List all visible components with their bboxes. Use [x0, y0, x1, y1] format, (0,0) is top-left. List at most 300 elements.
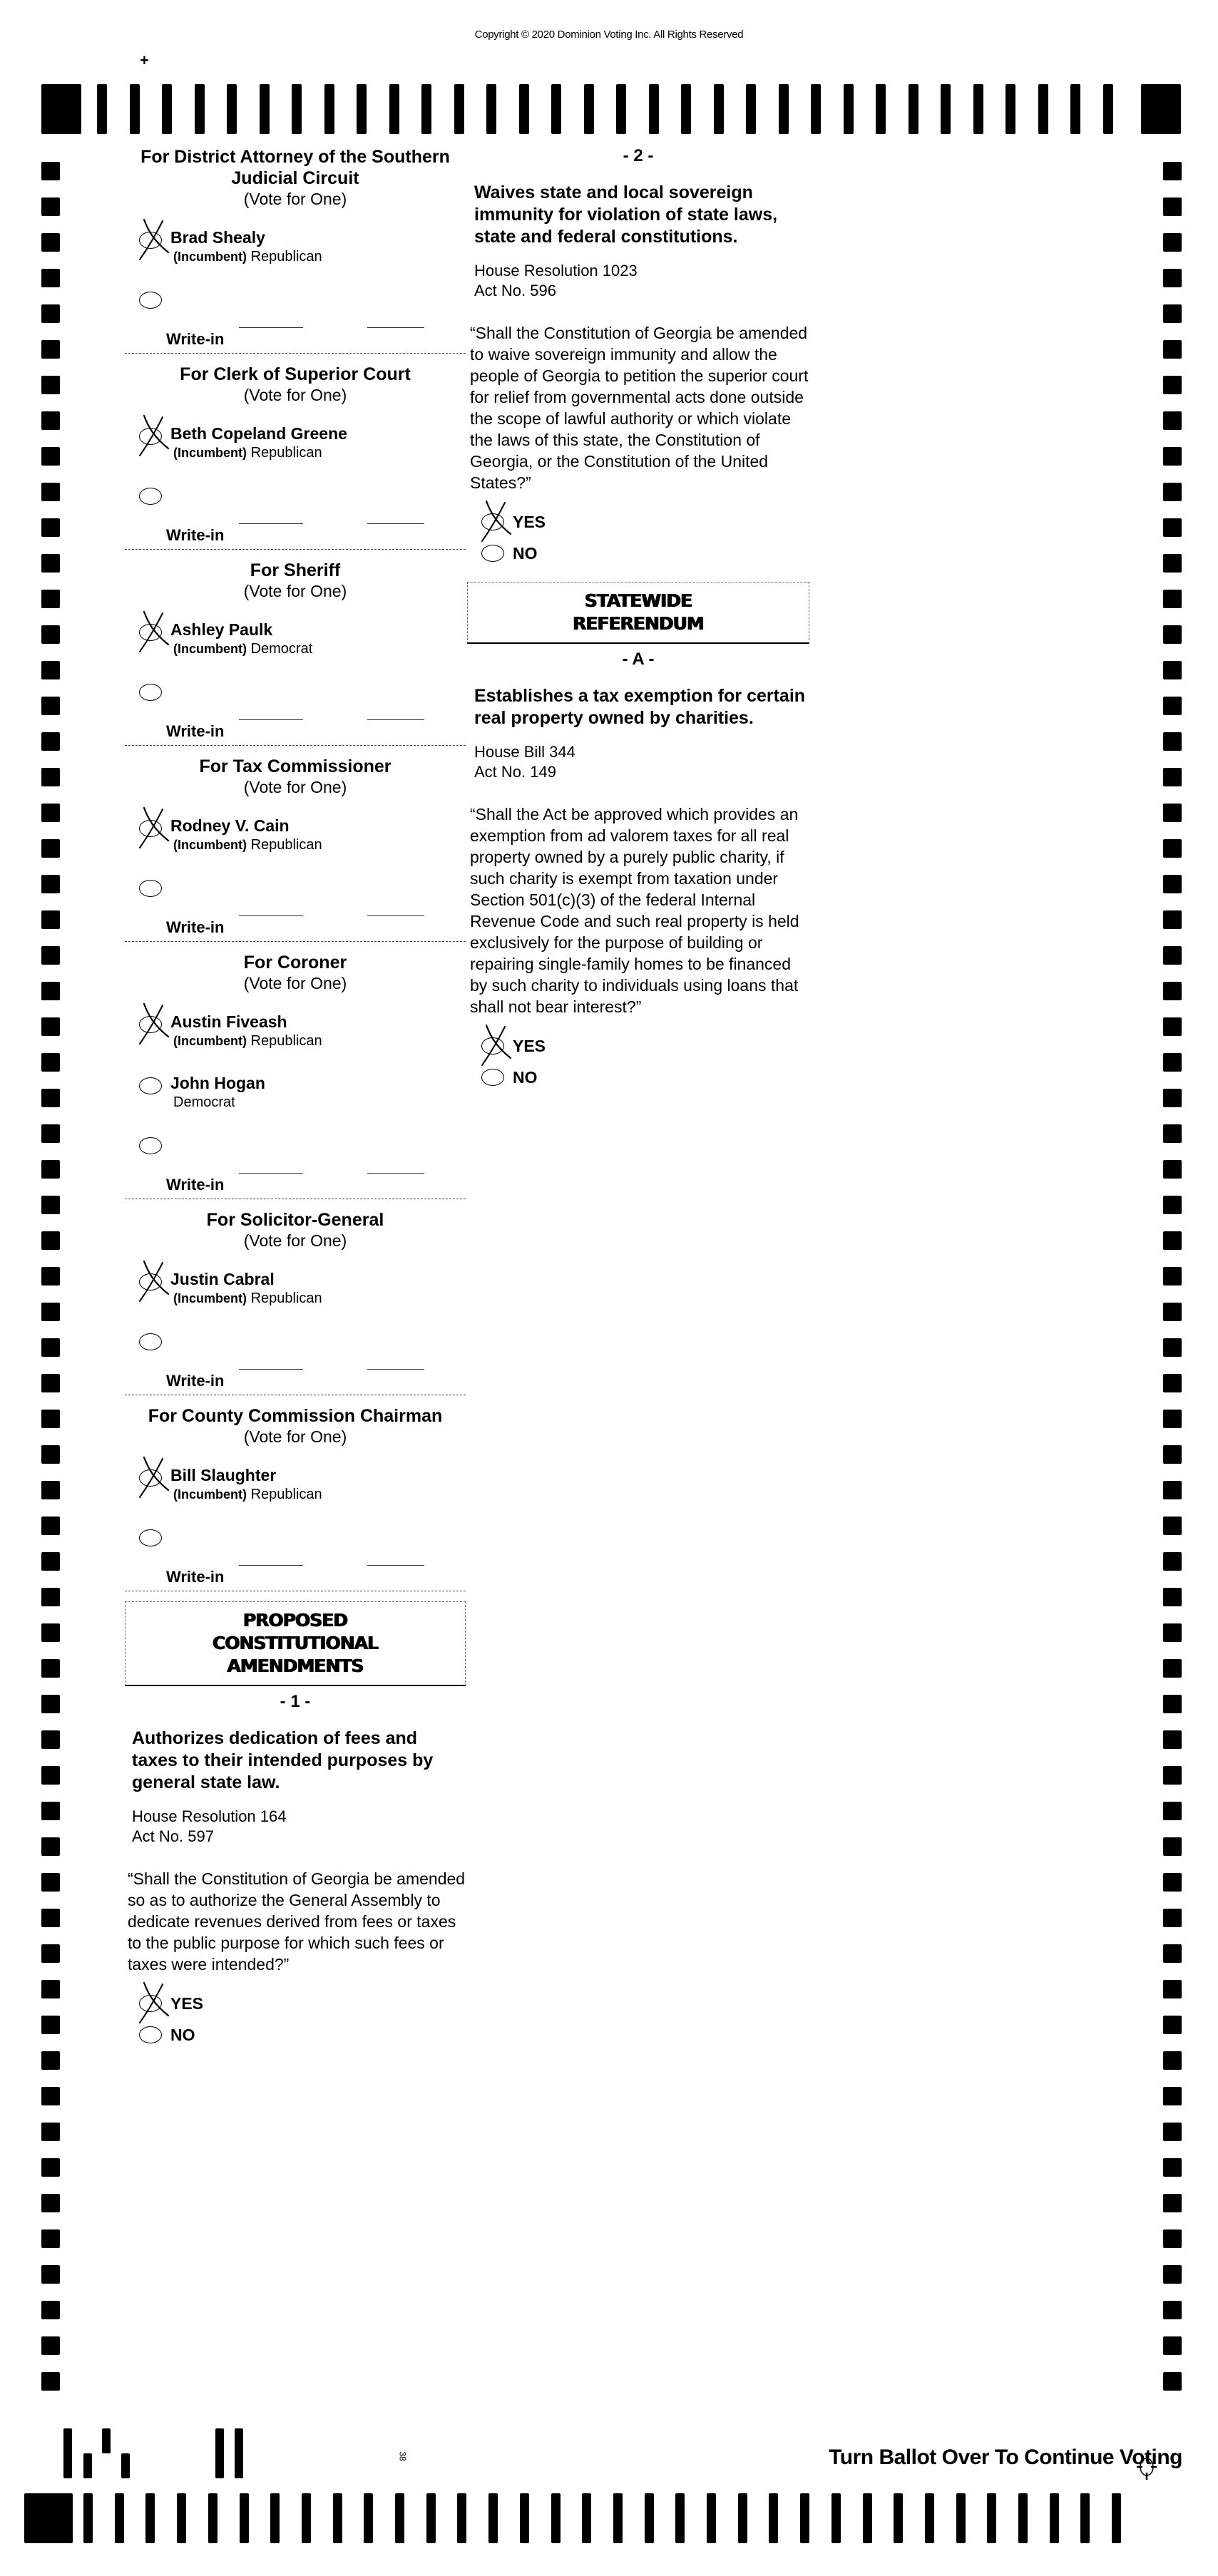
timing-mark	[1163, 447, 1182, 466]
timing-mark	[41, 590, 60, 608]
yes-label: YES	[170, 1994, 204, 2013]
timing-mark	[1163, 1160, 1182, 1179]
race-contest	[125, 146, 466, 354]
vote-instruction: (Vote for One)	[243, 386, 347, 404]
race-title: For County Commission Chairman	[148, 1406, 443, 1426]
barcode-bar	[649, 84, 659, 134]
timing-mark	[41, 376, 60, 394]
barcode-bar	[389, 84, 399, 134]
timing-mark	[41, 1588, 60, 1606]
no-label: NO	[513, 1068, 538, 1087]
timing-mark	[41, 697, 60, 715]
timing-mark	[1163, 768, 1182, 786]
timing-mark	[1163, 2372, 1182, 2391]
barcode-bar	[551, 2493, 561, 2543]
barcode-bar	[973, 84, 983, 134]
barcode-bar	[707, 2493, 716, 2543]
timing-mark	[1163, 2301, 1182, 2319]
timing-mark	[1163, 661, 1182, 679]
timing-mark	[1163, 554, 1182, 573]
party-label: Democrat	[250, 641, 313, 657]
timing-mark	[1163, 376, 1182, 394]
candidate-option[interactable]	[125, 816, 466, 857]
section-title-line: PROPOSED	[242, 1610, 348, 1631]
no-option[interactable]	[467, 1062, 809, 1093]
barcode-bar	[520, 2493, 529, 2543]
candidate-oval[interactable]	[139, 1016, 162, 1033]
timing-mark	[1163, 2336, 1182, 2355]
question-number: - 1 -	[280, 1692, 311, 1711]
amendments-section-header	[125, 1601, 466, 1686]
timing-mark	[1163, 1196, 1182, 1214]
section-title-line: REFERENDUM	[573, 613, 704, 634]
barcode-bar	[876, 84, 886, 134]
timing-mark	[41, 2372, 60, 2391]
writein-option[interactable]	[125, 1330, 466, 1359]
writein-oval[interactable]	[139, 684, 162, 701]
race-title: For Coroner	[243, 953, 347, 973]
candidate-name: Austin Fiveash	[170, 1012, 287, 1031]
timing-mark	[41, 197, 60, 216]
barcode-bar	[1070, 84, 1080, 134]
barcode-bar	[925, 2493, 934, 2543]
incumbent-label: (Incumbent)	[173, 1487, 247, 1502]
race-contest	[125, 560, 466, 746]
timing-mark	[41, 768, 60, 786]
no-oval[interactable]	[481, 1069, 504, 1086]
writein-field[interactable]	[125, 719, 466, 746]
referendum-question-a	[467, 650, 809, 1093]
section-title-line: AMENDMENTS	[227, 1656, 364, 1676]
timing-mark	[41, 2087, 60, 2105]
resolution-number: House Bill 344	[474, 743, 575, 761]
timing-mark	[1163, 518, 1182, 537]
barcode-bar	[1018, 2493, 1028, 2543]
timing-mark	[41, 1445, 60, 1464]
ballot-code-bar	[121, 2453, 130, 2478]
timing-mark	[41, 1695, 60, 1713]
barcode-bar	[738, 2493, 747, 2543]
barcode-bar	[613, 2493, 623, 2543]
yes-label: YES	[513, 513, 546, 531]
timing-mark	[1163, 1552, 1182, 1571]
amendment-question-1	[125, 1692, 466, 2051]
vote-instruction: (Vote for One)	[243, 1427, 347, 1446]
vote-instruction: (Vote for One)	[243, 1231, 347, 1250]
question-number: - 2 -	[623, 146, 654, 165]
question-title: Establishes a tax exemption for certain real property owned by charities.	[474, 686, 806, 728]
barcode-bar	[260, 84, 270, 134]
barcode-bar	[1112, 2493, 1121, 2543]
barcode-bar	[83, 2493, 93, 2543]
question-reference	[467, 742, 809, 782]
yes-option[interactable]	[467, 506, 809, 538]
barcode-bar	[486, 84, 496, 134]
question-reference	[125, 1807, 466, 1847]
timing-mark	[41, 1267, 60, 1286]
amendment-question-2	[467, 146, 809, 569]
vote-instruction: (Vote for One)	[243, 778, 347, 796]
candidate-option[interactable]	[125, 1073, 466, 1114]
candidate-affiliation	[170, 247, 466, 266]
yes-oval[interactable]	[481, 513, 504, 530]
question-reference	[467, 261, 809, 301]
no-label: NO	[513, 544, 538, 563]
yes-oval[interactable]	[481, 1037, 504, 1054]
barcode-bar	[616, 84, 626, 134]
timing-mark	[1163, 625, 1182, 644]
no-oval[interactable]	[481, 545, 504, 562]
barcode-block	[1141, 84, 1181, 134]
barcode-bar	[551, 84, 561, 134]
party-label: Republican	[250, 1290, 322, 1306]
timing-mark	[1163, 197, 1182, 216]
no-option[interactable]	[125, 2019, 466, 2051]
candidate-affiliation	[170, 640, 466, 658]
yes-option[interactable]	[467, 1030, 809, 1062]
ballot-code-bar	[215, 2428, 224, 2478]
timing-mark	[41, 1089, 60, 1107]
candidate-option[interactable]	[125, 1269, 466, 1310]
timing-mark	[41, 1410, 60, 1428]
timing-mark	[1163, 910, 1182, 929]
writein-oval[interactable]	[139, 488, 162, 505]
barcode-bar	[395, 2493, 404, 2543]
timing-mark	[1163, 1695, 1182, 1713]
candidate-option[interactable]	[125, 424, 466, 465]
writein-label: Write-in	[166, 526, 225, 544]
candidate-name: Bill Slaughter	[170, 1466, 277, 1484]
timing-mark	[1163, 1730, 1182, 1749]
timing-mark	[1163, 1089, 1182, 1107]
candidate-oval[interactable]	[139, 820, 162, 837]
barcode-bar	[270, 2493, 280, 2543]
barcode-bar	[519, 84, 529, 134]
race-title: For District Attorney of the Southern Judicial Circuit	[140, 147, 450, 188]
writein-option[interactable]	[125, 681, 466, 709]
candidate-affiliation	[170, 1289, 466, 1308]
timing-mark	[1163, 1944, 1182, 1963]
act-number: Act No. 597	[132, 1827, 214, 1845]
barcode-bar	[130, 84, 140, 134]
barcode-bar	[714, 84, 724, 134]
candidate-affiliation	[170, 836, 466, 854]
candidate-oval[interactable]	[139, 1273, 162, 1290]
timing-mark	[1163, 162, 1182, 180]
referendum-section-header	[467, 582, 809, 644]
timing-mark	[1163, 1980, 1182, 1998]
timing-mark	[1163, 2087, 1182, 2105]
timing-mark	[1163, 483, 1182, 501]
candidate-name: Rodney V. Cain	[170, 816, 290, 835]
barcode-bar	[681, 84, 691, 134]
candidate-name: John Hogan	[170, 1074, 265, 1092]
timing-mark	[41, 946, 60, 965]
writein-field[interactable]	[125, 523, 466, 550]
crosshair-target-icon	[1132, 2453, 1161, 2481]
vote-instruction: (Vote for One)	[243, 582, 347, 600]
yes-option[interactable]	[125, 1988, 466, 2019]
writein-label: Write-in	[166, 1372, 225, 1390]
barcode-bar	[779, 84, 789, 134]
races-list	[125, 146, 466, 1591]
barcode-bar	[324, 84, 334, 134]
writein-option[interactable]	[125, 877, 466, 905]
timing-mark	[41, 661, 60, 679]
timing-mark	[1163, 269, 1182, 287]
timing-mark	[1163, 1588, 1182, 1606]
race-contest	[125, 364, 466, 550]
barcode-bar	[831, 2493, 841, 2543]
timing-mark	[1163, 304, 1182, 323]
barcode-bar	[115, 2493, 124, 2543]
timing-mark	[1163, 1837, 1182, 1856]
barcode-bar	[811, 84, 821, 134]
writein-option[interactable]	[125, 289, 466, 317]
top-timing-barcode	[0, 84, 1218, 134]
candidate-option[interactable]	[125, 620, 466, 661]
timing-mark	[41, 269, 60, 287]
barcode-bar	[746, 84, 756, 134]
barcode-bar	[426, 2493, 436, 2543]
hand-drawn-x-mark-icon	[137, 805, 173, 851]
timing-mark	[41, 411, 60, 430]
barcode-bar	[302, 2493, 311, 2543]
timing-mark	[41, 1766, 60, 1785]
barcode-block	[41, 84, 81, 134]
timing-mark	[41, 982, 60, 1000]
barcode-bar	[1050, 2493, 1059, 2543]
barcode-bar	[364, 2493, 373, 2543]
timing-mark	[41, 1980, 60, 1998]
timing-mark	[1163, 2194, 1182, 2212]
section-title-line: CONSTITUTIONAL	[212, 1633, 379, 1653]
yes-oval[interactable]	[139, 1995, 162, 2012]
timing-mark	[41, 2051, 60, 2070]
writein-oval[interactable]	[139, 1333, 162, 1350]
resolution-number: House Resolution 1023	[474, 262, 638, 279]
barcode-bar	[162, 84, 172, 134]
timing-mark	[41, 732, 60, 751]
race-contest	[125, 952, 466, 1199]
act-number: Act No. 596	[474, 282, 556, 299]
timing-mark	[41, 1053, 60, 1072]
writein-label: Write-in	[166, 1176, 225, 1194]
timing-mark	[41, 162, 60, 180]
timing-mark	[1163, 233, 1182, 252]
candidate-option[interactable]	[125, 1012, 466, 1053]
writein-option[interactable]	[125, 1134, 466, 1163]
barcode-bar	[863, 2493, 872, 2543]
timing-mark	[1163, 1481, 1182, 1499]
left-column	[125, 146, 466, 2051]
yes-label: YES	[513, 1037, 546, 1055]
timing-mark	[41, 2158, 60, 2177]
writein-oval[interactable]	[139, 1137, 162, 1154]
candidate-oval[interactable]	[139, 232, 162, 249]
timing-mark	[41, 804, 60, 822]
writein-field[interactable]	[125, 1565, 466, 1591]
candidate-oval[interactable]	[139, 1077, 162, 1094]
party-label: Republican	[250, 249, 322, 265]
race-contest	[125, 1405, 466, 1591]
writein-option[interactable]	[125, 1526, 466, 1555]
ballot-code-bar	[63, 2428, 72, 2478]
barcode-bar	[645, 2493, 654, 2543]
timing-mark	[1163, 411, 1182, 430]
timing-mark	[1163, 2051, 1182, 2070]
barcode-bar	[454, 84, 464, 134]
candidate-affiliation	[170, 443, 466, 462]
timing-mark	[41, 1909, 60, 1927]
barcode-bar	[909, 84, 918, 134]
barcode-bar	[844, 84, 854, 134]
hand-drawn-x-mark-icon	[137, 609, 173, 655]
timing-mark	[1163, 1303, 1182, 1321]
writein-label: Write-in	[166, 1568, 225, 1586]
timing-mark	[41, 1802, 60, 1820]
timing-mark	[41, 2265, 60, 2284]
timing-mark	[1163, 340, 1182, 359]
timing-mark	[41, 1873, 60, 1892]
race-title: For Tax Commissioner	[199, 756, 392, 776]
timing-mark	[41, 233, 60, 252]
incumbent-label: (Incumbent)	[173, 838, 247, 852]
barcode-bar	[894, 2493, 903, 2543]
right-column	[467, 146, 809, 1093]
timing-mark	[41, 1659, 60, 1678]
timing-mark	[41, 1124, 60, 1143]
hand-drawn-x-mark-icon	[137, 413, 173, 458]
barcode-bar	[292, 84, 302, 134]
barcode-bar	[769, 2493, 778, 2543]
timing-mark	[1163, 1267, 1182, 1286]
timing-mark	[1163, 982, 1182, 1000]
party-label: Republican	[250, 1033, 322, 1049]
writein-field[interactable]	[125, 1369, 466, 1395]
timing-mark	[41, 447, 60, 466]
timing-mark	[1163, 1338, 1182, 1357]
barcode-bar	[97, 84, 107, 134]
question-text: “Shall the Constitution of Georgia be amended to waive sovereign immunity and allow the people of Georgia to petition the superior court for relief from governmental acts done outside the scope of lawful authority or which violate the laws of this state, the Constitution of Georgia, or the Constitution of the United States?”	[470, 324, 809, 492]
timing-mark	[41, 1196, 60, 1214]
barcode-bar	[800, 2493, 809, 2543]
timing-mark	[1163, 1374, 1182, 1392]
timing-mark	[1163, 1053, 1182, 1072]
ballot-code-bar	[235, 2428, 243, 2478]
candidate-option[interactable]	[125, 227, 466, 269]
barcode-bar	[488, 2493, 498, 2543]
question-text: “Shall the Act be approved which provides an exemption from ad valorem taxes for all real property owned by a purely public charity, if such charity is exempt from taxation under Section 501(c)(3) of the federal Internal Revenue Code and such real property is held exclusively for the purpose of building or repairing single-family homes to be financed by such charity to individuals using loans that shall not bear interest?”	[470, 805, 799, 1016]
bottom-timing-barcode	[0, 2493, 1218, 2543]
candidate-oval[interactable]	[139, 1469, 162, 1487]
timing-mark	[41, 2336, 60, 2355]
race-title: For Sheriff	[250, 560, 341, 580]
registration-mark-icon: +	[140, 51, 149, 69]
timing-mark	[41, 483, 60, 501]
timing-mark	[1163, 804, 1182, 822]
writein-option[interactable]	[125, 485, 466, 513]
party-label: Republican	[250, 1487, 322, 1502]
candidate-name: Justin Cabral	[170, 1270, 275, 1288]
writein-field[interactable]	[125, 327, 466, 354]
barcode-bar	[195, 84, 205, 134]
incumbent-label: (Incumbent)	[173, 446, 247, 460]
writein-field[interactable]	[125, 915, 466, 942]
race-contest	[125, 1209, 466, 1395]
ballot-code-bar	[102, 2428, 111, 2453]
no-oval[interactable]	[139, 2026, 162, 2043]
writein-oval[interactable]	[139, 1529, 162, 1546]
barcode-block	[24, 2493, 73, 2543]
timing-mark	[41, 910, 60, 929]
timing-mark	[1163, 1231, 1182, 1250]
timing-mark	[41, 1552, 60, 1571]
timing-mark	[41, 1517, 60, 1535]
writein-label: Write-in	[166, 722, 225, 740]
timing-mark	[1163, 2158, 1182, 2177]
timing-mark	[1163, 1873, 1182, 1892]
writein-label: Write-in	[166, 918, 225, 936]
timing-mark	[41, 554, 60, 573]
incumbent-label: (Incumbent)	[173, 1291, 247, 1305]
writein-oval[interactable]	[139, 292, 162, 309]
barcode-bar	[227, 84, 237, 134]
timing-mark	[1163, 2265, 1182, 2284]
timing-mark	[1163, 1017, 1182, 1036]
timing-mark	[41, 518, 60, 537]
hand-drawn-x-mark-icon	[137, 1454, 173, 1500]
party-label: Democrat	[173, 1094, 235, 1110]
candidate-name: Beth Copeland Greene	[170, 424, 347, 443]
timing-mark	[1163, 2123, 1182, 2141]
timing-mark	[1163, 697, 1182, 715]
ballot-code-bar	[83, 2453, 92, 2478]
ballot-code-number: 38	[397, 2451, 408, 2461]
party-label: Republican	[250, 837, 322, 853]
copyright-notice: Copyright © 2020 Dominion Voting Inc. All Rights Reserved	[474, 29, 744, 41]
no-option[interactable]	[467, 538, 809, 569]
timing-mark	[1163, 732, 1182, 751]
timing-mark	[41, 1231, 60, 1250]
writein-oval[interactable]	[139, 880, 162, 897]
timing-mark	[41, 1338, 60, 1357]
barcode-bar	[240, 2493, 249, 2543]
timing-mark	[41, 1303, 60, 1321]
timing-mark	[41, 2194, 60, 2212]
candidate-oval[interactable]	[139, 624, 162, 641]
candidate-oval[interactable]	[139, 428, 162, 445]
writein-field[interactable]	[125, 1173, 466, 1199]
barcode-bar	[675, 2493, 685, 2543]
question-title: Waives state and local sovereign immunity for violation of state laws, state and federal constitutions.	[474, 183, 778, 247]
barcode-bar	[145, 2493, 155, 2543]
candidate-option[interactable]	[125, 1465, 466, 1507]
incumbent-label: (Incumbent)	[173, 642, 247, 656]
timing-mark	[41, 1730, 60, 1749]
candidate-affiliation	[170, 1485, 466, 1504]
timing-mark	[41, 2123, 60, 2141]
barcode-bar	[1103, 84, 1113, 134]
candidate-name: Ashley Paulk	[170, 620, 273, 639]
hand-drawn-x-mark-icon	[137, 1258, 173, 1304]
barcode-bar	[1005, 84, 1015, 134]
barcode-bar	[584, 84, 594, 134]
barcode-bar	[1080, 2493, 1090, 2543]
timing-mark	[41, 839, 60, 858]
no-label: NO	[170, 2026, 195, 2044]
vote-instruction: (Vote for One)	[243, 190, 347, 208]
